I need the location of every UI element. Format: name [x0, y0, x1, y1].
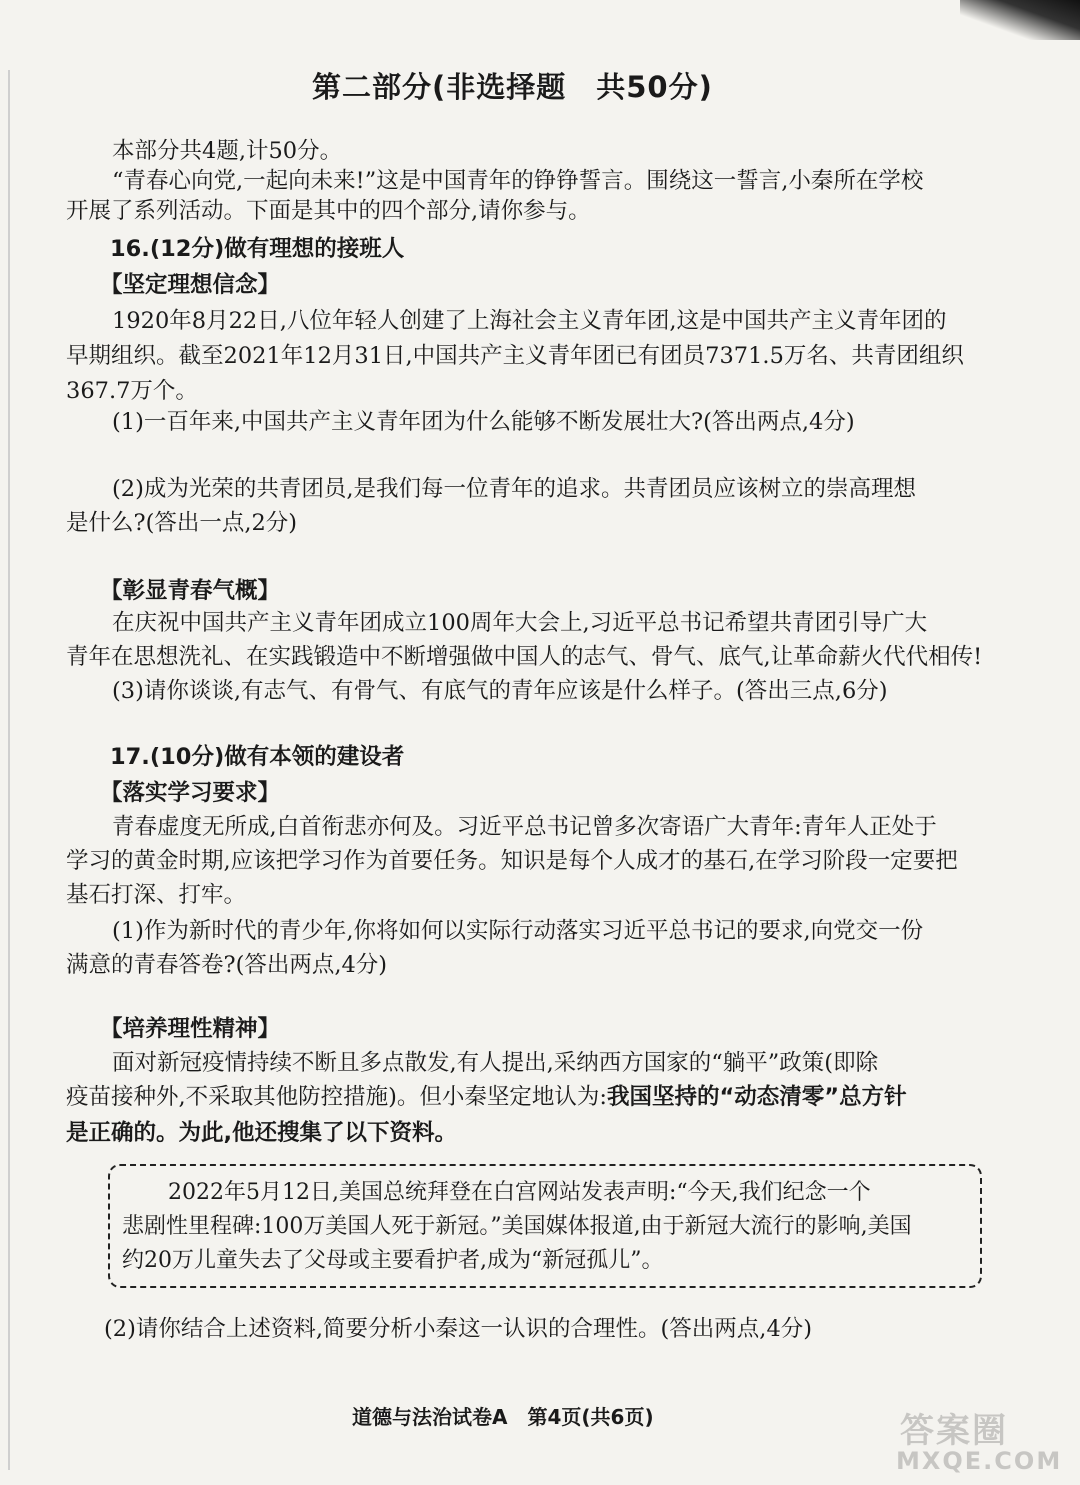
material-line: 1920年8月22日,八位年轻人创建了上海社会主义青年团,这是中国共产主义青年团的: [112, 308, 947, 334]
question-16-heading: 16.(12分)做有理想的接班人: [110, 236, 405, 262]
material-text: 疫苗接种外,不采取其他防控措施)。但小秦坚定地认为:: [66, 1084, 608, 1110]
watermark-site-text: MXQE.COM: [896, 1447, 1063, 1475]
intro-line: 开展了系列活动。下面是其中的四个部分,请你参与。: [66, 198, 591, 224]
watermark-logo-text: 答案圈: [900, 1411, 1008, 1451]
material-line: 面对新冠疫情持续不断且多点散发,有人提出,采纳西方国家的“躺平”政策(即除: [112, 1050, 879, 1076]
section-label: 【彰显青春气概】: [100, 578, 281, 604]
sub-question: 满意的青春答卷?(答出两点,4分): [66, 952, 388, 978]
material-line: [66, 1118, 457, 1148]
question-17-heading: 17.(10分)做有本领的建设者: [110, 744, 405, 770]
sub-question: (2)成为光荣的共青团员,是我们每一位青年的追求。共青团员应该树立的崇高理想: [112, 476, 917, 502]
page-title: 第二部分(非选择题 共50分): [312, 70, 713, 104]
box-line: 2022年5月12日,美国总统拜登在白宫网站发表声明:“今天,我们纪念一个: [168, 1180, 871, 1205]
section-label: 【落实学习要求】: [100, 780, 281, 806]
material-line: [66, 1082, 907, 1112]
intro-line: “青春心向党,一起向未来!”这是中国青年的铮铮誓言。围绕这一誓言,小秦所在学校: [112, 168, 924, 194]
material-line: 基石打深、打牢。: [66, 882, 247, 908]
material-line: 青年在思想洗礼、在实践锻造中不断增强做中国人的志气、骨气、底气,让革命薪火代代相传!: [66, 644, 983, 670]
emphasis-text: 我国坚持的“动态清零”总方针: [607, 1084, 907, 1110]
box-line: 约20万儿童失去了父母或主要看护者,成为“新冠孤儿”。: [122, 1248, 664, 1273]
emphasis-text: 是正确的。为此,他还搜集了以下资料。: [66, 1120, 458, 1146]
watermark-logo: [880, 1405, 1070, 1480]
box-line: 悲剧性里程碑:100万美国人死于新冠。”美国媒体报道,由于新冠大流行的影响,美国: [122, 1214, 912, 1239]
material-line: 367.7万个。: [66, 378, 198, 404]
sub-question: (1)一百年来,中国共产主义青年团为什么能够不断发展壮大?(答出两点,4分): [112, 409, 855, 435]
scan-left-edge: [8, 70, 10, 1470]
scan-corner-shadow: [960, 0, 1080, 40]
material-line: 青春虚度无所成,白首衔悲亦何及。习近平总书记曾多次寄语广大青年:青年人正处于: [112, 814, 937, 840]
section-label: 【培养理性精神】: [100, 1016, 281, 1042]
intro-line: 本部分共4题,计50分。: [112, 138, 343, 164]
sub-question: (1)作为新时代的青少年,你将如何以实际行动落实习近平总书记的要求,向党交一份: [112, 918, 924, 944]
material-line: 在庆祝中国共产主义青年团成立100周年大会上,习近平总书记希望共青团引导广大: [112, 610, 928, 636]
material-line: 早期组织。截至2021年12月31日,中国共产主义青年团已有团员7371.5万名、共青团组织: [66, 343, 964, 369]
sub-question: (3)请你谈谈,有志气、有骨气、有底气的青年应该是什么样子。(答出三点,6分): [112, 678, 888, 704]
page-footer: 道德与法治试卷A 第4页(共6页): [352, 1405, 654, 1429]
section-label: 【坚定理想信念】: [100, 272, 281, 298]
material-line: 学习的黄金时期,应该把学习作为首要任务。知识是每个人成才的基石,在学习阶段一定要把: [66, 848, 958, 874]
sub-question: (2)请你结合上述资料,简要分析小秦这一认识的合理性。(答出两点,4分): [104, 1316, 813, 1342]
sub-question: 是什么?(答出一点,2分): [66, 510, 298, 536]
